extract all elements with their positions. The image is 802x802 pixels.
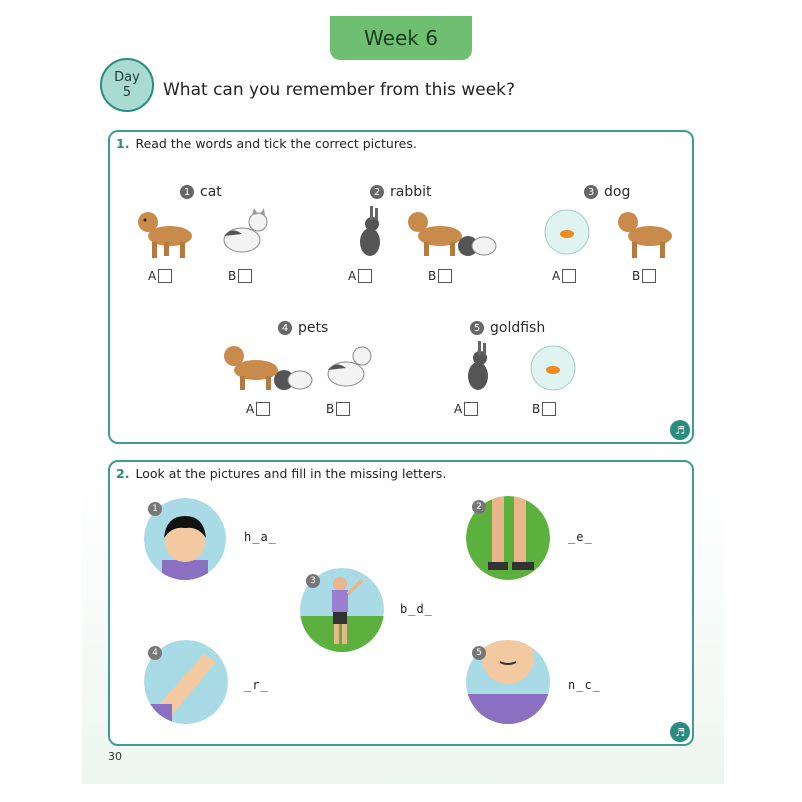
tick-box[interactable] — [336, 402, 350, 416]
cat-picture — [218, 206, 274, 260]
goldfish-bowl-picture — [540, 206, 594, 256]
item-4-option-a[interactable] — [246, 402, 270, 416]
exercise-1-instruction: Read the words and tick the correct pictures. — [135, 136, 417, 151]
speaker-icon[interactable]: ♬ — [670, 420, 690, 440]
picture-number: 2 — [472, 500, 486, 514]
item-word: pets — [298, 320, 329, 336]
item-2-option-a[interactable] — [348, 269, 372, 283]
item-2-label — [370, 184, 432, 200]
day-number: 5 — [122, 85, 132, 100]
picture-number: 5 — [472, 646, 486, 660]
option-letter: B — [228, 269, 237, 283]
tick-box[interactable] — [542, 402, 556, 416]
page-title: What can you remember from this week? — [163, 80, 516, 100]
item-3-option-b[interactable] — [632, 269, 656, 283]
exercise-1-heading — [116, 136, 417, 151]
item-5-option-b[interactable] — [532, 402, 556, 416]
option-letter: A — [246, 402, 255, 416]
day-badge — [100, 58, 154, 112]
item-3-option-a[interactable] — [552, 269, 576, 283]
tick-box[interactable] — [642, 269, 656, 283]
tick-box[interactable] — [256, 402, 270, 416]
day-word: Day — [114, 70, 140, 85]
rabbit-picture — [458, 340, 498, 394]
cat-picture — [322, 342, 378, 394]
dog-picture — [134, 206, 200, 260]
item-word: dog — [604, 184, 631, 200]
option-letter: B — [532, 402, 541, 416]
item-number-badge: 1 — [180, 185, 194, 199]
item-4-option-b[interactable] — [326, 402, 350, 416]
option-letter: A — [552, 269, 561, 283]
item-1-option-b[interactable] — [228, 269, 252, 283]
item-5-label — [470, 320, 545, 336]
option-letter: A — [454, 402, 463, 416]
option-letter: B — [428, 269, 437, 283]
missing-letters-4[interactable]: _r_ — [244, 678, 269, 692]
exercise-1-panel — [108, 130, 694, 444]
option-letter: A — [148, 269, 157, 283]
week-label: Week 6 — [364, 26, 438, 50]
item-4-label — [278, 320, 328, 336]
item-1-option-a[interactable] — [148, 269, 172, 283]
tick-box[interactable] — [358, 269, 372, 283]
dog-picture — [614, 206, 680, 260]
pets-picture — [222, 342, 314, 394]
pets-picture — [406, 206, 498, 260]
item-number-badge: 5 — [470, 321, 484, 335]
item-5-option-a[interactable] — [454, 402, 478, 416]
tick-box[interactable] — [562, 269, 576, 283]
rabbit-picture — [350, 204, 390, 260]
option-letter: B — [326, 402, 335, 416]
tick-box[interactable] — [158, 269, 172, 283]
picture-number: 1 — [148, 502, 162, 516]
missing-letters-3[interactable]: b_d_ — [400, 602, 433, 616]
exercise-2-heading — [116, 466, 446, 481]
exercise-2-instruction: Look at the pictures and fill in the missing letters. — [135, 466, 447, 481]
missing-letters-5[interactable]: n_c_ — [568, 678, 601, 692]
tick-box[interactable] — [438, 269, 452, 283]
exercise-2-number: 2. — [116, 466, 130, 481]
exercise-2-panel — [108, 460, 694, 746]
tick-box[interactable] — [464, 402, 478, 416]
exercise-1-number: 1. — [116, 136, 130, 151]
missing-letters-1[interactable]: h_a_ — [244, 530, 277, 544]
item-1-label — [180, 184, 222, 200]
item-number-badge: 4 — [278, 321, 292, 335]
item-2-option-b[interactable] — [428, 269, 452, 283]
week-tab — [330, 16, 472, 60]
goldfish-bowl-picture — [526, 342, 580, 392]
item-word: rabbit — [390, 184, 432, 200]
speaker-icon[interactable]: ♬ — [670, 722, 690, 742]
item-3-label — [584, 184, 630, 200]
tick-box[interactable] — [238, 269, 252, 283]
picture-number: 3 — [306, 574, 320, 588]
item-number-badge: 2 — [370, 185, 384, 199]
page-number: 30 — [108, 750, 122, 763]
item-word: cat — [200, 184, 222, 200]
item-word: goldfish — [490, 320, 546, 336]
option-letter: A — [348, 269, 357, 283]
item-number-badge: 3 — [584, 185, 598, 199]
option-letter: B — [632, 269, 641, 283]
picture-number: 4 — [148, 646, 162, 660]
missing-letters-2[interactable]: _e_ — [568, 530, 593, 544]
